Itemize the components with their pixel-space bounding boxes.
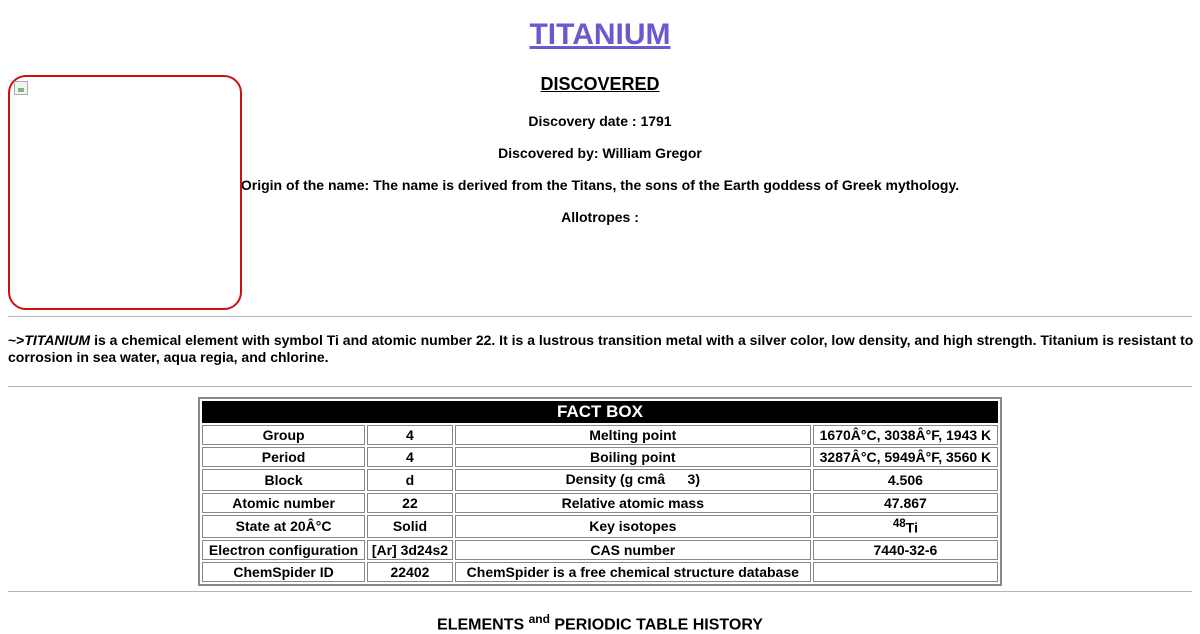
history-heading-part1: ELEMENTS bbox=[437, 616, 529, 634]
fact-box-title: FACT BOX bbox=[202, 401, 998, 423]
isotope-symbol: Ti bbox=[905, 519, 918, 536]
table-row bbox=[202, 493, 998, 513]
history-heading bbox=[0, 612, 1200, 634]
divider bbox=[8, 386, 1192, 387]
fact-value: d bbox=[367, 469, 453, 491]
fact-label: Density (g cmâ3) bbox=[455, 469, 811, 491]
discovered-by: Discovered by: William Gregor bbox=[498, 145, 702, 161]
table-row bbox=[202, 469, 998, 491]
fact-label: Melting point bbox=[455, 425, 811, 445]
fact-label: Electron configuration bbox=[202, 540, 365, 560]
fact-label: ChemSpider is a free chemical structure database bbox=[455, 562, 811, 582]
fact-label: Relative atomic mass bbox=[455, 493, 811, 513]
fact-label: CAS number bbox=[455, 540, 811, 560]
fact-value: 4.506 bbox=[813, 469, 998, 491]
description-text: is a chemical element with symbol Ti and atomic number 22. It is a lustrous transition metal with a silver color, low density, and high strength. Titanium is resistant to corrosion in sea water, aqua regia, and chlorine. bbox=[8, 332, 1194, 365]
fact-value: 3287Â°C, 5949Â°F, 3560 K bbox=[813, 447, 998, 467]
fact-box-table bbox=[198, 397, 1002, 586]
discovery-date: Discovery date : 1791 bbox=[528, 113, 672, 129]
fact-value bbox=[813, 515, 998, 538]
divider bbox=[8, 316, 1192, 317]
fact-value: 7440-32-6 bbox=[813, 540, 998, 560]
table-row bbox=[202, 425, 998, 445]
fact-value: 1670Â°C, 3038Â°F, 1943 K bbox=[813, 425, 998, 445]
element-description bbox=[8, 332, 1194, 366]
allotropes: Allotropes : bbox=[561, 209, 639, 225]
fact-label: Key isotopes bbox=[455, 515, 811, 538]
fact-value: Solid bbox=[367, 515, 453, 538]
fact-value: 4 bbox=[367, 447, 453, 467]
fact-label: Atomic number bbox=[202, 493, 365, 513]
table-row bbox=[202, 515, 998, 538]
fact-label: Period bbox=[202, 447, 365, 467]
fact-label: Group bbox=[202, 425, 365, 445]
fact-value: 22402 bbox=[367, 562, 453, 582]
fact-value bbox=[813, 562, 998, 582]
fact-label: Boiling point bbox=[455, 447, 811, 467]
page-title[interactable]: TITANIUM bbox=[529, 18, 671, 51]
description-element-name: TITANIUM bbox=[24, 332, 91, 348]
fact-value: [Ar] 3d24s2 bbox=[367, 540, 453, 560]
divider bbox=[8, 591, 1192, 592]
history-heading-sup: and bbox=[528, 612, 550, 626]
fact-value: 4 bbox=[367, 425, 453, 445]
fact-label: Block bbox=[202, 469, 365, 491]
fact-value: 22 bbox=[367, 493, 453, 513]
isotope-mass-number: 48 bbox=[892, 517, 906, 530]
fact-label: ChemSpider ID bbox=[202, 562, 365, 582]
broken-image-icon bbox=[14, 81, 28, 95]
fact-label: State at 20Â°C bbox=[202, 515, 365, 538]
table-row bbox=[202, 540, 998, 560]
discovered-heading: DISCOVERED bbox=[540, 74, 660, 94]
element-image-frame bbox=[8, 75, 242, 310]
history-heading-part2: PERIODIC TABLE HISTORY bbox=[549, 616, 763, 634]
name-origin: Origin of the name: The name is derived from the Titans, the sons of the Earth goddess of Greek mythology. bbox=[240, 177, 960, 193]
fact-value: 47.867 bbox=[813, 493, 998, 513]
description-prefix: ~> bbox=[8, 332, 25, 348]
table-row bbox=[202, 562, 998, 582]
table-row bbox=[202, 447, 998, 467]
